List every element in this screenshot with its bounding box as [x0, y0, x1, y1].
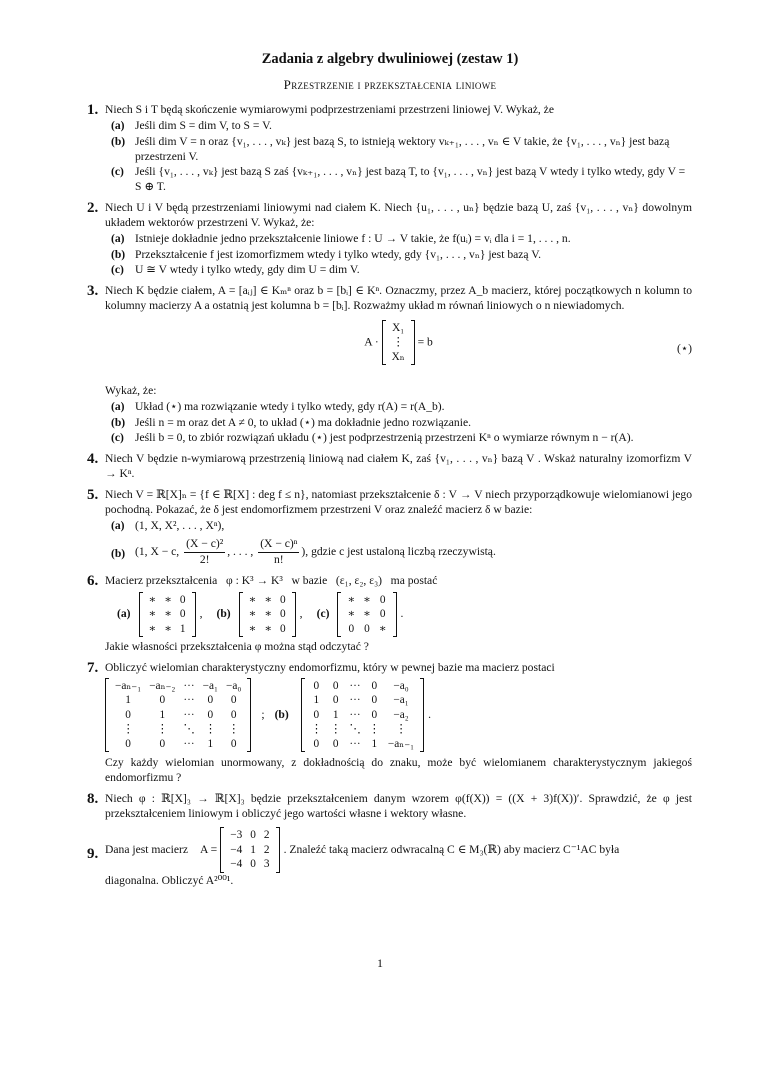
prove-heading: Wykaż, że: [105, 383, 157, 397]
document-subtitle: Przestrzenie i przekształcenia liniowe [283, 76, 497, 92]
subitem-text: Jeśli n = m oraz det A ≠ 0, to układ (⋆) ma dokładnie jedno rozwiązanie. [135, 415, 471, 429]
problem-number: 4. [87, 451, 99, 468]
subitem-text: Jeśli dim S = dim V, to S = V. [135, 119, 272, 132]
problem-4 [88, 452, 692, 482]
matrix-entry: −a₂ [393, 708, 409, 721]
matrix-b [239, 592, 296, 637]
problem-9 [88, 827, 692, 888]
matrix-entry: ⋮ [122, 723, 134, 736]
matrix-entry: 1 [332, 708, 339, 721]
subitem-list [111, 232, 692, 278]
matrix-entry: 0 [230, 694, 237, 707]
matrix-entry: ∗ [164, 622, 172, 635]
subitem-text: Układ (⋆) ma rozwiązanie wtedy i tylko wtedy, gdy r(A) = r(A_b). [135, 399, 445, 413]
matrix-entry: 0 [280, 608, 286, 621]
matrix-entry: ··· [183, 737, 195, 750]
problem-5 [88, 488, 692, 568]
matrix-entry: ··· [183, 708, 195, 721]
basis-end: ), gdzie c jest ustaloną liczbą rzeczywistą. [301, 545, 496, 559]
matrix-entry: −aₙ₋₁ [387, 737, 415, 750]
matrix-entry: 0 [364, 622, 370, 635]
subitem-list [111, 119, 692, 195]
fraction [184, 537, 225, 568]
subitem [111, 416, 692, 431]
separator: , [199, 607, 203, 621]
subitem [111, 263, 692, 278]
subitem-text: Jeśli dim V = n oraz {v₁, . . . , vₖ} jest bazą S, to istnieją wektory vₖ₊₁, . . . , vₙ ∈ V takie, że {v₁, . . . , vₙ} jest bazą przestrzeni V. [135, 134, 670, 163]
subitem-text: Jeśli {v₁, . . . , vₖ} jest bazą S zaś {vₖ₊₁, . . . , vₙ} jest bazą T, to {v₁, . . . , vₙ} jest bazą V wtedy i tylko wtedy, gdy V = S ⊕ T. [135, 165, 686, 194]
problem-intro: Niech V = ℝ[X]ₙ = {f ∈ ℝ[X] : deg f ≤ n}, natomiast przekształcenie δ : V → V niech przyporządkowuje wielomianowi jego pochodną. Pokazać, że δ jest endomorfizmem przestrzeni V oraz znaleźć macierz δ w bazie: [105, 487, 692, 516]
matrix-entry: 2 [263, 829, 270, 842]
equation-tag: (⋆) [677, 341, 692, 355]
matrix-entry: ∗ [148, 593, 157, 606]
problem-number: 1. [87, 102, 99, 119]
problem-number: 3. [87, 283, 99, 300]
matrix-entry: 1 [313, 694, 320, 707]
matrix-entry: 0 [332, 694, 339, 707]
matrix-entry: −aₙ₋₁ [115, 679, 142, 692]
matrix-entry: ∗ [148, 608, 157, 621]
problem-intro: Macierz przekształcenia φ : K³ → K³ w bazie (ε₁, ε₂, ε₃) ma postać [105, 574, 438, 588]
subitem-label: (a) [111, 119, 125, 132]
basis-start: (1, X − c, [135, 545, 180, 559]
matrix-entry: 0 [230, 737, 237, 750]
problem-question: Czy każdy wielomian unormowany, z dokładnością do znaku, może być wielomianem charakterystycznym jakiegoś endomorfizmu ? [105, 756, 692, 784]
matrix-entry: 1 [371, 737, 378, 750]
matrix-entry: 0 [207, 694, 214, 707]
matrix-entry: 0 [125, 737, 131, 750]
matrix-entry: ⋮ [395, 723, 407, 736]
subitem-label: (a) [111, 518, 125, 532]
matrix-entry: −a₁ [202, 679, 218, 692]
matrix-entry: 1 [125, 694, 131, 707]
matrix-entry: ∗ [378, 622, 387, 635]
matrix-entry: 0 [313, 737, 320, 750]
subitem-label: (a) [111, 399, 125, 413]
subitem [111, 135, 692, 165]
matrix-entry: ⋮ [368, 723, 380, 736]
matrix-entry: 0 [159, 737, 166, 750]
matrix-entry: ··· [183, 694, 195, 707]
fraction-numerator: (X − c)² [184, 537, 225, 553]
matrix-entry: ⋮ [204, 723, 216, 736]
matrix-entry: 0 [313, 708, 320, 721]
subitem-text: Jeśli b = 0, to zbiór rozwiązań układu (⋆) jest podprzestrzenią przestrzeni Kⁿ o wymiarze równym n − r(A). [135, 431, 634, 445]
matrix-entry: 0 [348, 622, 355, 635]
matrix-label: (a) [117, 607, 131, 621]
fraction-denominator: n! [273, 553, 284, 567]
matrix-entry: ··· [349, 708, 361, 721]
matrix-entry: 0 [207, 708, 214, 721]
subitem [111, 534, 692, 568]
matrix-entry: ⋮ [156, 723, 168, 736]
matrix-entry: ∗ [363, 608, 371, 621]
matrix-entry: 1 [159, 708, 166, 721]
problem-last: diagonalna. Obliczyć A²⁰⁰¹. [105, 873, 234, 887]
subitem-text: (1, X, X², . . . , Xⁿ), [135, 518, 225, 532]
problem-6 [88, 574, 692, 655]
matrix-entry: ⋮ [330, 723, 342, 736]
matrix-label: (c) [316, 607, 330, 621]
problem-2 [88, 201, 692, 278]
matrix-entry: ··· [183, 679, 195, 692]
subitem-label: (b) [111, 134, 126, 148]
matrix-entry: ··· [349, 694, 361, 707]
separator: ; [261, 707, 265, 721]
subitem-list [111, 519, 692, 568]
subitem-text: Przekształcenie f jest izomorfizmem wtedy i tylko wtedy, gdy {v₁, . . . , vₙ} jest bazą V. [135, 247, 542, 261]
matrix-entry: 0 [179, 608, 186, 621]
problem-number: 2. [87, 200, 99, 217]
separator: . [400, 607, 404, 621]
matrix-row [105, 678, 692, 752]
problem-line [105, 827, 692, 872]
matrix-entry: 0 [379, 608, 386, 621]
matrix-entry: 0 [230, 708, 237, 721]
matrix-A [220, 827, 279, 872]
matrix-entry: 0 [313, 679, 320, 692]
vector-entry: X₁ [392, 321, 405, 334]
matrix-entry: −a₀ [226, 679, 242, 692]
subitem-label: (c) [111, 165, 124, 179]
problem-number: 9. [87, 846, 99, 863]
subitem-text: U ≅ V wtedy i tylko wtedy, gdy dim U = dim V. [135, 263, 360, 277]
problem-post: . Znaleźć taką macierz odwracalną C ∈ M₃(ℝ) aby macierz C⁻¹AC była [283, 842, 620, 856]
matrix-entry: −4 [230, 843, 243, 856]
subitem [111, 232, 692, 247]
matrix-entry: 0 [280, 593, 286, 606]
subitem [111, 165, 692, 195]
matrix-entry: ··· [349, 737, 361, 750]
matrix-entry: 0 [332, 679, 339, 692]
companion-matrix-a [105, 678, 251, 752]
problem-number: 7. [87, 660, 99, 677]
matrix-label: (b) [274, 707, 289, 721]
matrix-entry: ∗ [347, 608, 356, 621]
matrix-entry: ⋱ [349, 723, 361, 736]
matrix-entry: 0 [250, 829, 256, 842]
matrix-entry: 0 [125, 708, 131, 721]
problem-8 [88, 792, 692, 822]
problem-number: 6. [87, 573, 99, 590]
problem-text: Niech φ : ℝ[X]₃ → ℝ[X]₃ będzie przekształceniem danym wzorem φ(f(X)) = ((X + 3)f(X))′. Sprawdzić, że φ jest przekształceniem liniowym i obliczyć jego wartości własne i wektory własne. [105, 791, 692, 820]
subitem-label: (b) [111, 547, 126, 561]
matrix-row [117, 592, 692, 637]
problem-pre: Dana jest macierz [105, 842, 189, 856]
problem-intro: Niech K będzie ciałem, A = [aᵢⱼ] ∈ Kₘⁿ oraz b = [bᵢ] ∈ Kⁿ. Oznaczmy, przez A_b macierz, której początkowych n kolumn to kolumny macierzy A a ostatnią jest kolumna b = [bᵢ]. Rozważmy układ m równań liniowych o n niewiadomych. [105, 284, 692, 313]
matrix-a [139, 592, 196, 637]
matrix-entry: 0 [159, 694, 166, 707]
companion-matrix-b [301, 678, 424, 752]
subitem-label: (b) [111, 247, 126, 261]
subitem [111, 400, 692, 415]
matrix-entry: 0 [379, 593, 386, 606]
fraction [258, 537, 299, 568]
matrix-entry: ⋮ [310, 723, 323, 736]
subitem-text: Istnieje dokładnie jedno przekształcenie liniowe f : U → V takie, że f(uᵢ) = vᵢ dla i = 1, . . . , n. [135, 231, 571, 245]
problem-number: 8. [87, 790, 99, 807]
fraction-numerator: (X − c)ⁿ [258, 537, 299, 553]
subitem-label: (c) [111, 263, 124, 277]
subitem-label: (b) [111, 415, 126, 429]
problem-question: Jakie własności przekształcenia φ można stąd odczytać ? [105, 640, 369, 654]
matrix-entry: 3 [263, 858, 270, 871]
matrix-entry: 0 [250, 858, 256, 871]
fraction-denominator: 2! [199, 553, 210, 567]
system-equation [105, 320, 692, 378]
matrix-entry: −4 [230, 858, 243, 871]
matrix-entry: 0 [332, 737, 339, 750]
matrix-entry: ∗ [248, 608, 257, 621]
matrix-entry: ∗ [248, 593, 257, 606]
problem-intro: Niech U i V będą przestrzeniami liniowymi nad ciałem K. Niech {u₁, . . . , uₙ} będzie bazą U, zaś {v₁, . . . , vₙ} dowolnym układem wektorów przestrzeni V. Wykaż, że: [105, 201, 692, 229]
subitem [111, 519, 692, 534]
matrix-entry: −a₁ [393, 694, 409, 707]
matrix-entry: 0 [179, 593, 186, 606]
problem-1 [88, 103, 692, 195]
matrix-label: (b) [216, 607, 231, 621]
subitem-label: (a) [111, 231, 125, 245]
document-title: Zadania z algebry dwuliniowej (zestaw 1) [261, 51, 519, 67]
matrix-entry: 1 [179, 622, 186, 635]
separator: . [428, 707, 432, 721]
document-page [88, 44, 692, 890]
subitem-label: (c) [111, 431, 124, 445]
problem-number: 5. [87, 486, 99, 503]
separator: , [299, 607, 303, 621]
page-number: 1 [377, 956, 383, 970]
equation-right: = b [417, 335, 433, 349]
matrix-entry: 2 [263, 843, 270, 856]
matrix-entry: ∗ [264, 622, 273, 635]
matrix-entry: ∗ [347, 593, 356, 606]
subitem [111, 248, 692, 263]
problem-intro: Niech V będzie n-wymiarową przestrzenią liniową nad ciałem K, zaś {v₁, . . . , vₙ} bazą V . Wskaż naturalny izomorfizm V → Kⁿ. [105, 452, 692, 481]
basis-dots: , . . . , [227, 545, 254, 559]
matrix-c [337, 592, 396, 637]
subitem [111, 119, 692, 134]
matrix-entry: ⋱ [183, 723, 195, 736]
matrix-entry: ··· [349, 679, 361, 692]
matrix-entry: 0 [280, 622, 286, 635]
unknowns-vector [382, 320, 415, 365]
matrix-entry: −3 [230, 829, 243, 842]
matrix-entry: ∗ [148, 622, 157, 635]
subitem [111, 431, 692, 446]
problem-intro: Niech S i T będą skończenie wymiarowymi podprzestrzeniami przestrzeni liniowej V. Wykaż, że [105, 103, 554, 117]
problem-intro: Obliczyć wielomian charakterystyczny endomorfizmu, który w pewnej bazie ma macierz postaci [105, 661, 555, 675]
vector-entry: ⋮ [392, 336, 404, 349]
matrix-entry: ∗ [264, 608, 273, 621]
problem-3 [88, 284, 692, 446]
equation-left: A · [364, 335, 379, 349]
matrix-entry: 1 [207, 737, 214, 750]
problem-7 [88, 661, 692, 786]
subitem-list [111, 400, 692, 446]
matrix-equals: A = [200, 842, 218, 856]
matrix-entry: ∗ [363, 593, 371, 606]
matrix-entry: 0 [371, 694, 378, 707]
matrix-entry: ∗ [164, 608, 172, 621]
matrix-entry: −aₙ₋₂ [149, 679, 176, 692]
matrix-entry: ⋮ [228, 723, 240, 736]
matrix-entry: 0 [371, 679, 378, 692]
matrix-entry: 1 [250, 843, 256, 856]
vector-entry: Xₙ [391, 350, 405, 363]
matrix-entry: ∗ [248, 622, 257, 635]
matrix-entry: −a₀ [393, 679, 409, 692]
matrix-entry: 0 [371, 708, 378, 721]
matrix-entry: ∗ [264, 593, 273, 606]
matrix-entry: ∗ [164, 593, 172, 606]
